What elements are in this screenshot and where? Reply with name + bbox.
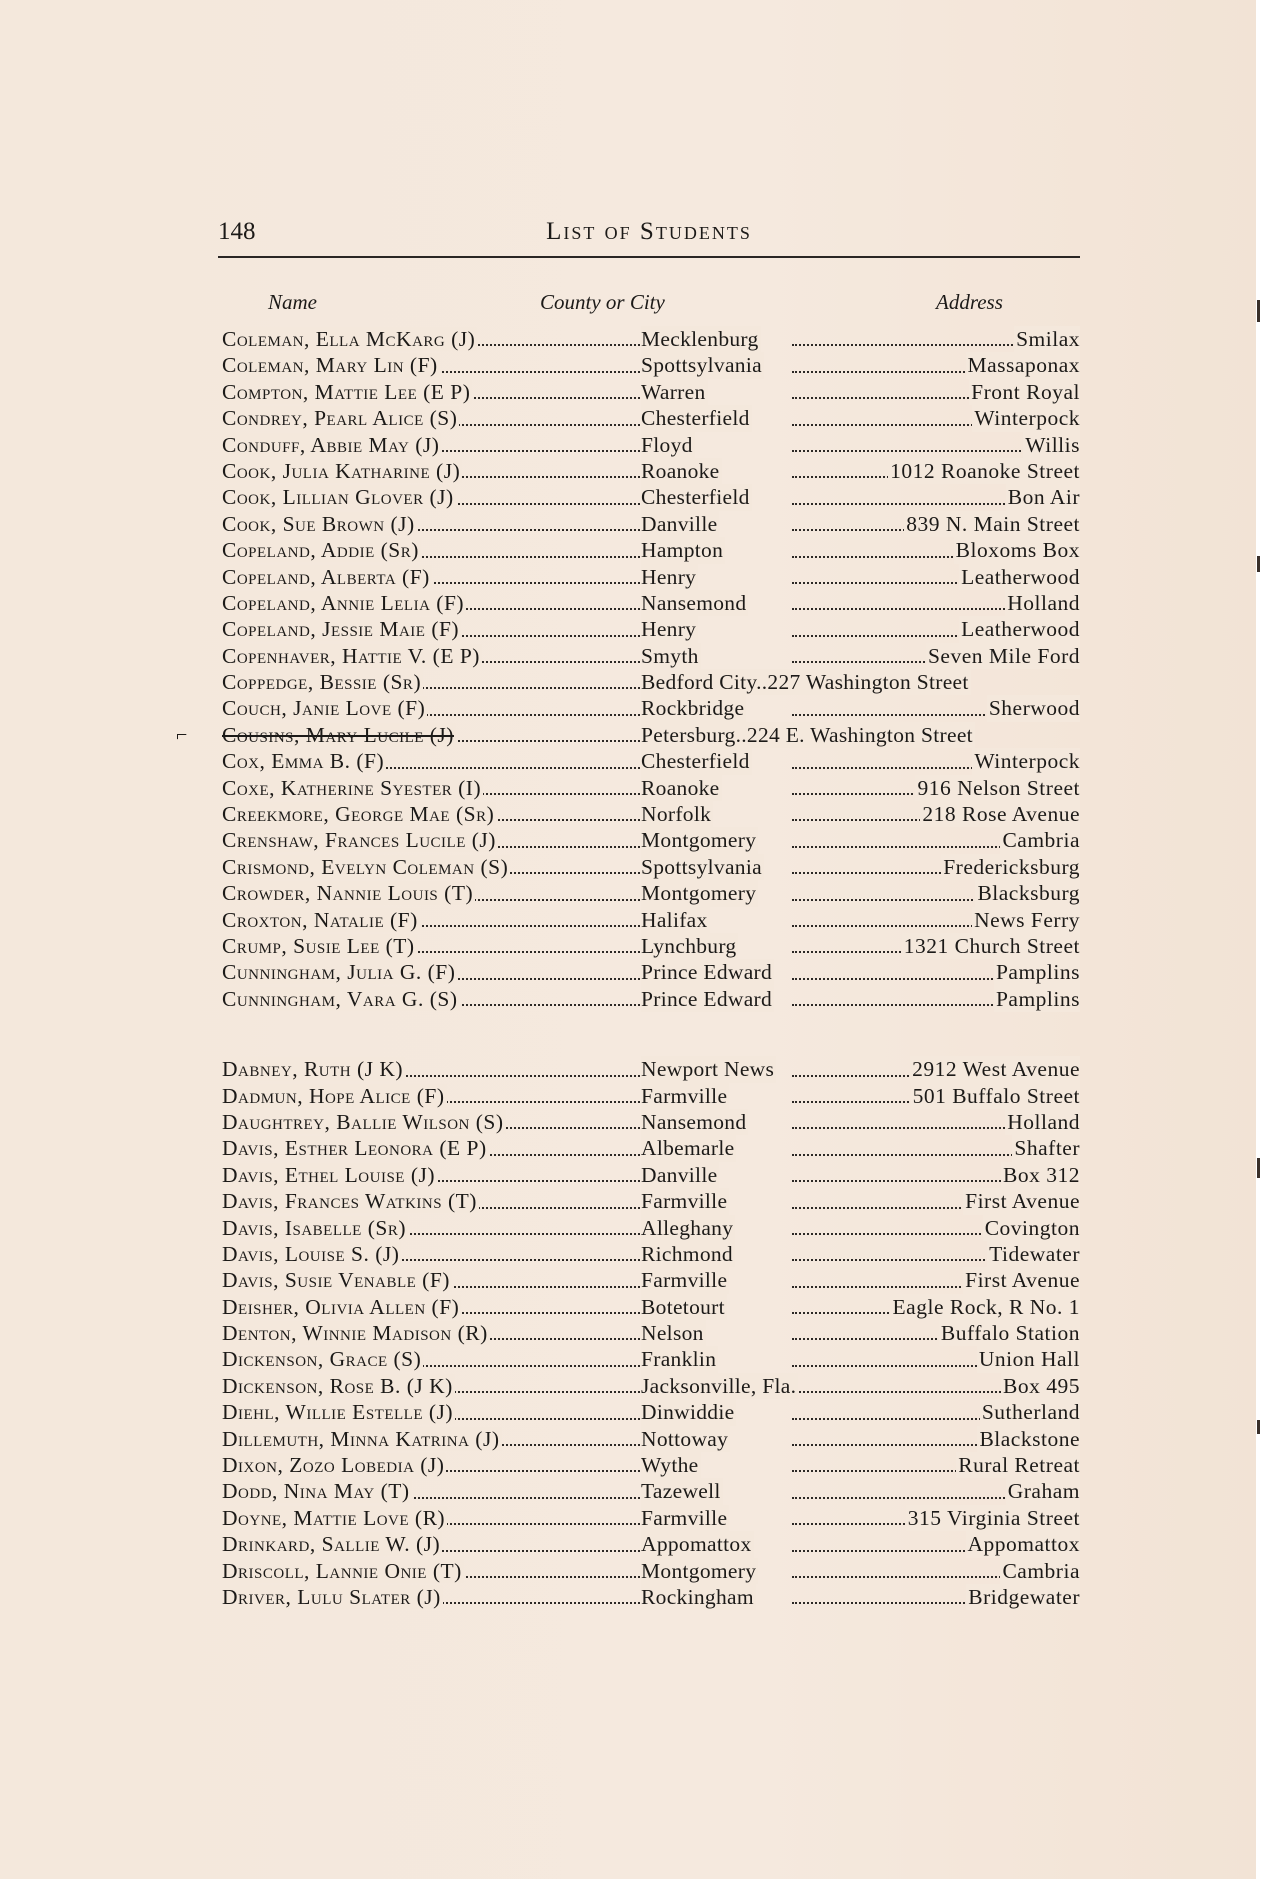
student-county: Nottoway [641, 1426, 729, 1451]
student-name: Davis, Ethel Louise (J) [222, 1162, 640, 1188]
student-name: Crenshaw, Frances Lucile (J) [222, 827, 640, 853]
student-name: Cox, Emma B. (F) [222, 748, 640, 774]
student-name: Deisher, Olivia Allen (F) [222, 1294, 640, 1320]
student-row [222, 801, 1080, 827]
student-row [222, 775, 1080, 801]
student-name: Davis, Isabelle (Sr) [222, 1215, 640, 1241]
student-address: Sherwood [988, 696, 1080, 721]
student-name: Davis, Louise S. (J) [222, 1241, 640, 1267]
student-row [222, 695, 1080, 721]
student-county: Farmville [641, 1505, 728, 1530]
student-county: Rockbridge [641, 696, 745, 721]
student-county: Lynchburg [641, 933, 737, 958]
column-header-address: Address [936, 290, 1003, 314]
student-address: Box 495 [1003, 1373, 1080, 1398]
page-speck [1257, 1420, 1260, 1434]
student-county: Norfolk [641, 802, 712, 827]
student-address: First Avenue [965, 1189, 1080, 1214]
student-county: Floyd [641, 432, 693, 457]
student-county: Wythe [641, 1453, 699, 1478]
student-name: Crowder, Nannie Louis (T) [222, 880, 640, 906]
student-name: Dillemuth, Minna Katrina (J) [222, 1426, 640, 1452]
student-name: Condrey, Pearl Alice (S) [222, 405, 640, 431]
student-row [222, 854, 1080, 880]
student-row [222, 1373, 1080, 1399]
student-name: Conduff, Abbie May (J) [222, 432, 640, 458]
student-row [222, 616, 1080, 642]
student-county: Prince Edward [641, 960, 773, 985]
student-row [222, 379, 1080, 405]
student-name: Coleman, Ella McKarg (J) [222, 326, 640, 352]
student-address: Blackstone [979, 1426, 1080, 1451]
student-address: Cambria [1002, 1558, 1080, 1583]
student-row [222, 1558, 1080, 1584]
student-name: Dodd, Nina May (T) [222, 1478, 640, 1504]
student-row [222, 907, 1080, 933]
student-row [222, 1215, 1080, 1241]
student-address: Appomattox [967, 1532, 1080, 1557]
page-number: 148 [218, 218, 256, 245]
student-row [222, 1452, 1080, 1478]
student-address: Cambria [1002, 828, 1080, 853]
student-row [222, 748, 1080, 774]
student-address: Box 312 [1003, 1162, 1080, 1187]
student-county: Richmond [641, 1241, 733, 1266]
student-row [222, 1162, 1080, 1188]
student-name: Cook, Julia Katharine (J) [222, 458, 640, 484]
student-county: Farmville [641, 1268, 728, 1293]
student-row [222, 880, 1080, 906]
student-name: Dickenson, Rose B. (J K) [222, 1373, 640, 1399]
student-row [222, 432, 1080, 458]
page-title: List of Students [546, 218, 752, 245]
student-address: Tidewater [989, 1241, 1080, 1266]
student-county: Prince Edward [641, 986, 773, 1011]
student-name: Diehl, Willie Estelle (J) [222, 1399, 640, 1425]
student-name: Dickenson, Grace (S) [222, 1346, 640, 1372]
student-name: Dadmun, Hope Alice (F) [222, 1083, 640, 1109]
student-name: Copeland, Annie Lelia (F) [222, 590, 640, 616]
student-row [222, 1267, 1080, 1293]
student-address: Bridgewater [968, 1584, 1080, 1609]
student-county: Petersburg..224 E. Washington Street [641, 722, 973, 747]
student-row [222, 643, 1080, 669]
student-name: Davis, Frances Watkins (T) [222, 1188, 640, 1214]
column-header-county: County or City [540, 290, 665, 314]
student-name: Copenhaver, Hattie V. (E P) [222, 643, 640, 669]
student-name: Cunningham, Julia G. (F) [222, 959, 640, 985]
student-address: Bloxoms Box [955, 538, 1080, 563]
student-address: 1321 Church Street [903, 933, 1080, 958]
student-address: Holland [1007, 1109, 1080, 1134]
student-county: Warren [641, 379, 706, 404]
student-name: Creekmore, George Mae (Sr) [222, 801, 640, 827]
student-county: Roanoke [641, 775, 720, 800]
student-name: Drinkard, Sallie W. (J) [222, 1531, 640, 1557]
student-name: Compton, Mattie Lee (E P) [222, 379, 640, 405]
student-address: 916 Nelson Street [917, 775, 1080, 800]
student-address: 315 Virginia Street [907, 1505, 1080, 1530]
section-gap [222, 1012, 1080, 1056]
student-county: Montgomery [641, 881, 757, 906]
student-county: Mecklenburg [641, 327, 759, 351]
page-edge [1256, 0, 1262, 1879]
student-county: Appomattox [641, 1532, 752, 1557]
student-address: Leatherwood [961, 564, 1080, 589]
student-county: Danville [641, 511, 718, 536]
student-row [222, 1083, 1080, 1109]
student-address: 839 N. Main Street [906, 511, 1080, 536]
student-county: Botetourt [641, 1294, 725, 1319]
student-address: Winterpock [974, 406, 1080, 431]
student-row [222, 1135, 1080, 1161]
student-address: Winterpock [974, 749, 1080, 774]
student-row [222, 405, 1080, 431]
student-address: Massaponax [967, 353, 1080, 378]
student-address: Pamplins [995, 960, 1080, 985]
student-address: Graham [1007, 1479, 1080, 1504]
student-name: Coxe, Katherine Syester (I) [222, 775, 640, 801]
student-county: Franklin [641, 1347, 717, 1372]
student-row [222, 590, 1080, 616]
student-county: Henry [641, 564, 697, 589]
student-name: Cousins, Mary Lucile (J) [222, 722, 640, 748]
student-county: Chesterfield [641, 749, 750, 774]
student-address: Shafter [1014, 1136, 1080, 1161]
student-row [222, 1109, 1080, 1135]
student-name: Doyne, Mattie Love (R) [222, 1505, 640, 1531]
student-name: Denton, Winnie Madison (R) [222, 1320, 640, 1346]
student-address: Sutherland [981, 1400, 1080, 1425]
student-county: Chesterfield [641, 406, 750, 431]
student-row [222, 669, 1080, 695]
student-county: Hampton [641, 538, 724, 563]
student-address: 2912 West Avenue [912, 1057, 1080, 1082]
student-address: Blacksburg [977, 881, 1080, 906]
student-row [222, 511, 1080, 537]
student-row [222, 537, 1080, 563]
student-county: Spottsylvania [641, 854, 762, 879]
student-name: Copeland, Alberta (F) [222, 564, 640, 590]
student-row [222, 1426, 1080, 1452]
student-name: Cook, Sue Brown (J) [222, 511, 640, 537]
student-county: Farmville [641, 1189, 728, 1214]
student-county: Tazewell [641, 1479, 721, 1504]
student-address: Fredericksburg [943, 854, 1080, 879]
student-name: Couch, Janie Love (F) [222, 695, 640, 721]
student-row [222, 1399, 1080, 1425]
student-row [222, 1584, 1080, 1610]
student-name: Cunningham, Vara G. (S) [222, 986, 640, 1012]
student-county: Nansemond [641, 590, 747, 615]
student-address: Willis [1025, 432, 1080, 457]
student-name: Davis, Esther Leonora (E P) [222, 1135, 640, 1161]
student-name: Crismond, Evelyn Coleman (S) [222, 854, 640, 880]
student-county: Albemarle [641, 1136, 735, 1161]
student-county: Danville [641, 1162, 718, 1187]
student-address: Covington [984, 1215, 1080, 1240]
student-address: Smilax [1016, 327, 1080, 351]
student-county: Nelson [641, 1321, 704, 1346]
student-list [176, 326, 1080, 1610]
student-county: Montgomery [641, 828, 757, 853]
student-county: Smyth [641, 643, 699, 668]
student-address: Holland [1007, 590, 1080, 615]
student-row [176, 722, 1080, 748]
student-row [222, 1294, 1080, 1320]
student-address: Front Royal [971, 379, 1080, 404]
student-row [222, 1505, 1080, 1531]
student-county: Farmville [641, 1083, 728, 1108]
student-address: Buffalo Station [940, 1321, 1080, 1346]
page-header [218, 218, 1080, 258]
student-name: Daughtrey, Ballie Wilson (S) [222, 1109, 640, 1135]
student-county: Dinwiddie [641, 1400, 735, 1425]
student-name: Copeland, Jessie Maie (F) [222, 616, 640, 642]
student-row [222, 1346, 1080, 1372]
student-address: Seven Mile Ford [927, 643, 1080, 668]
student-row [222, 959, 1080, 985]
student-address: Union Hall [978, 1347, 1080, 1372]
student-county: Jacksonville, Fla. [641, 1373, 797, 1398]
student-row [222, 484, 1080, 510]
student-row [222, 352, 1080, 378]
student-name: Davis, Susie Venable (F) [222, 1267, 640, 1293]
column-header-name: Name [268, 290, 317, 314]
student-row [222, 1188, 1080, 1214]
student-address: Eagle Rock, R No. 1 [892, 1294, 1080, 1319]
student-address: Leatherwood [961, 617, 1080, 642]
student-name: Cook, Lillian Glover (J) [222, 484, 640, 510]
student-name: Coleman, Mary Lin (F) [222, 352, 640, 378]
student-address: 501 Buffalo Street [912, 1083, 1080, 1108]
header-rule [218, 256, 1080, 258]
student-address: Rural Retreat [958, 1453, 1080, 1478]
student-name: Dixon, Zozo Lobedia (J) [222, 1452, 640, 1478]
student-row [222, 564, 1080, 590]
student-address: Pamplins [995, 986, 1080, 1011]
student-county: Roanoke [641, 458, 720, 483]
student-row [222, 1320, 1080, 1346]
student-address: Bon Air [1007, 485, 1080, 510]
student-county: Chesterfield [641, 485, 750, 510]
student-address: First Avenue [965, 1268, 1080, 1293]
student-name: Dabney, Ruth (J K) [222, 1056, 640, 1082]
student-row [222, 1478, 1080, 1504]
student-county: Newport News [641, 1057, 775, 1082]
student-name: Driver, Lulu Slater (J) [222, 1584, 640, 1610]
margin-mark-icon: ⌐ [176, 723, 188, 746]
page-speck [1257, 1158, 1260, 1178]
student-county: Rockingham [641, 1584, 754, 1609]
student-row [222, 458, 1080, 484]
page-speck [1257, 556, 1260, 572]
page-speck [1257, 300, 1260, 322]
student-name: Crump, Susie Lee (T) [222, 933, 640, 959]
student-row [222, 1241, 1080, 1267]
student-county: Spottsylvania [641, 353, 762, 378]
student-county: Alleghany [641, 1215, 734, 1240]
student-row [222, 326, 1080, 352]
student-name: Driscoll, Lannie Onie (T) [222, 1558, 640, 1584]
student-address: 1012 Roanoke Street [890, 458, 1080, 483]
student-row [222, 827, 1080, 853]
student-row [222, 1531, 1080, 1557]
student-row [222, 986, 1080, 1012]
student-county: Bedford City..227 Washington Street [641, 670, 969, 695]
student-address: News Ferry [974, 907, 1080, 932]
student-name: Coppedge, Bessie (Sr) [222, 669, 640, 695]
student-county: Montgomery [641, 1558, 757, 1583]
student-county: Henry [641, 617, 697, 642]
student-name: Croxton, Natalie (F) [222, 907, 640, 933]
student-address: 218 Rose Avenue [922, 802, 1080, 827]
student-row [222, 933, 1080, 959]
student-county: Nansemond [641, 1109, 747, 1134]
student-row [222, 1056, 1080, 1082]
student-county: Halifax [641, 907, 708, 932]
student-name: Copeland, Addie (Sr) [222, 537, 640, 563]
